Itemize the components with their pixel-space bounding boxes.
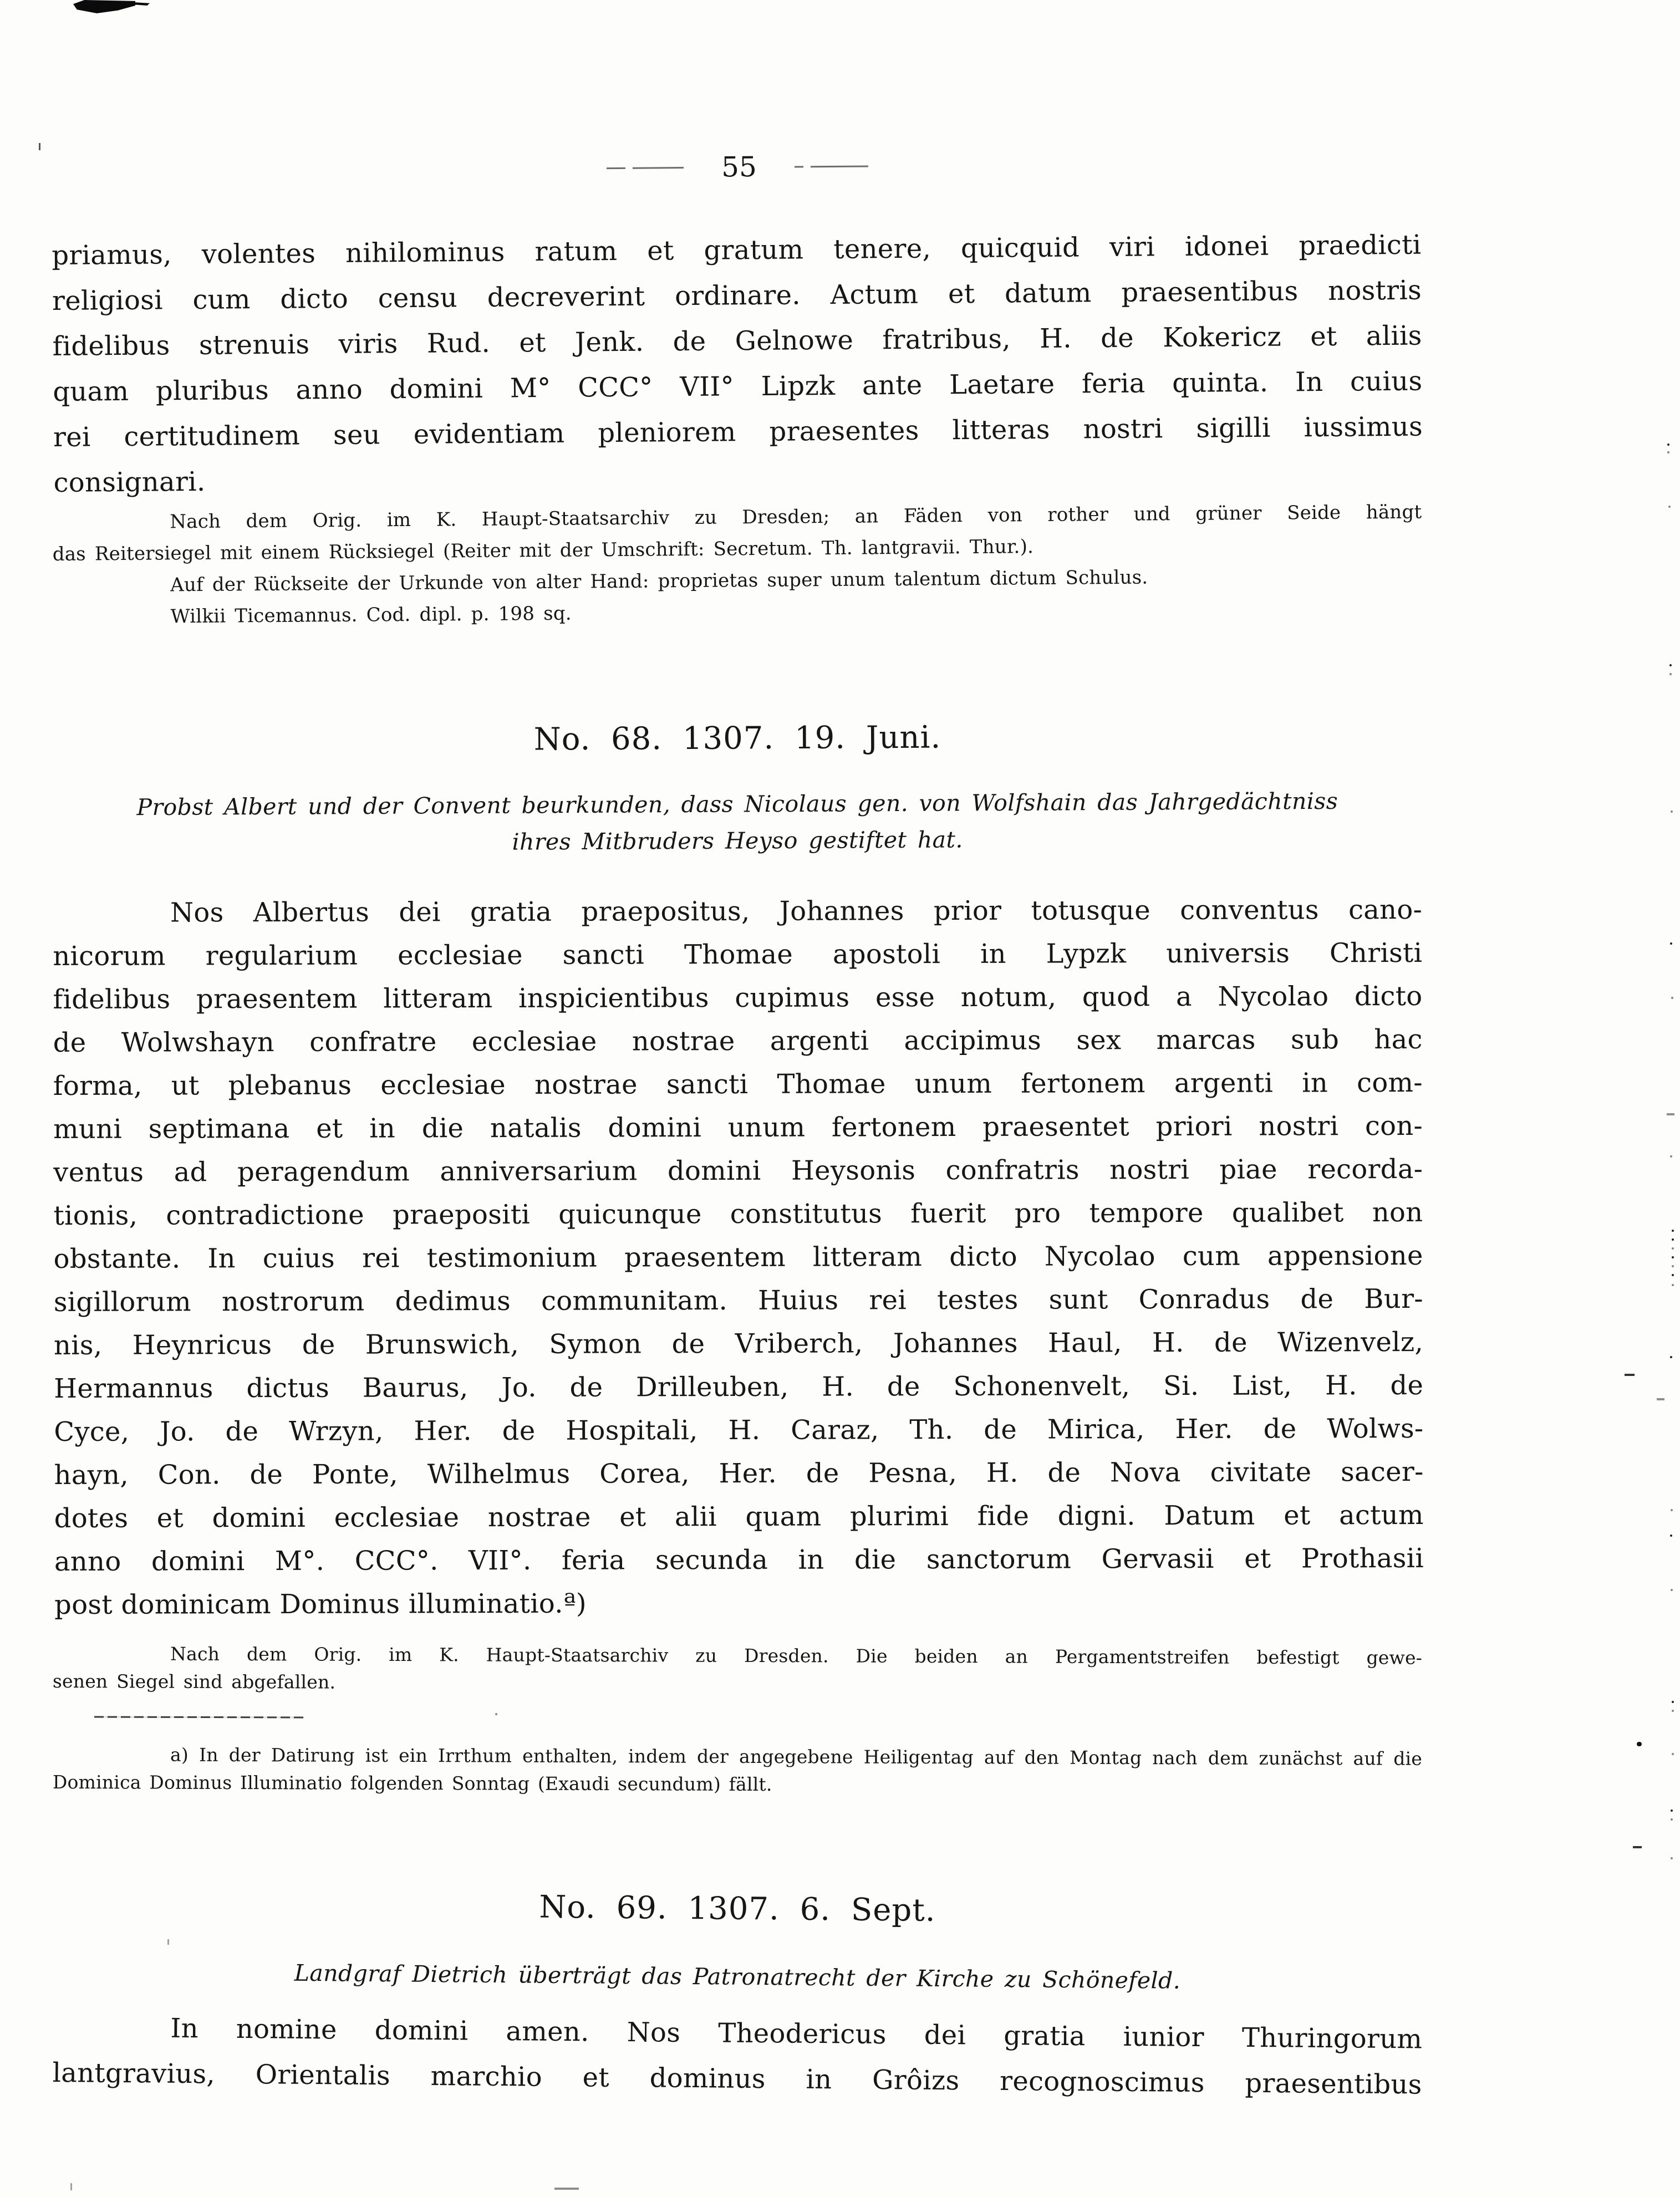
text-line: muni septimana et in die natalis domini unum fertonem praesentet priori nostri con-	[53, 1110, 1423, 1145]
charter-68-source-notes	[53, 1640, 1422, 1700]
scan-speck	[1669, 664, 1672, 666]
text-line: Nos Albertus dei gratia praepositus, Johannes prior totusque conventus cano-	[170, 894, 1423, 929]
scan-speck	[1671, 1809, 1673, 1812]
text-line: In nomine domini amen. Nos Theodericus dei gratia iunior Thuringorum	[170, 2012, 1423, 2055]
charter-number-date: No. 68. 1307. 19. Juni.	[533, 719, 941, 758]
text-line: hayn, Con. de Ponte, Wilhelmus Corea, Her. de Pesna, H. de Nova civitate sacer-	[54, 1456, 1424, 1491]
charter-68-footnote	[53, 1741, 1422, 1801]
scan-speck	[70, 2183, 72, 2190]
scan-speck	[1672, 1230, 1674, 1232]
text-line: fidelibus strenuis viris Rud. et Jenk. de Gelnowe fratribus, H. de Kokericz et aliis	[52, 320, 1422, 363]
charter-number-date: No. 69. 1307. 6. Sept.	[539, 1889, 936, 1929]
scan-ink-blob	[73, 0, 135, 13]
charter-69-body	[52, 2005, 1422, 2108]
scan-speck	[1671, 1818, 1673, 1821]
scan-speck	[1668, 506, 1671, 508]
footnote-line: Dominica Dominus Illuminatio folgenden Sonntag (Exaudi secundum) fällt.	[52, 1771, 772, 1796]
scan-speck	[1670, 942, 1672, 945]
charter-67-source-notes	[52, 497, 1423, 634]
text-line: sigillorum nostrorum dedimus communitam. Huius rei testes sunt Conradus de Bur-	[53, 1283, 1423, 1318]
text-line: lantgravius, Orientalis marchio et dominus in Grôizs recognoscimus praesentibus	[52, 2057, 1422, 2101]
scan-speck	[1672, 1710, 1674, 1712]
scan-speck	[167, 1939, 169, 1945]
note-line: senen Siegel sind abgefallen.	[52, 1670, 336, 1693]
scan-speck	[1657, 1398, 1664, 1400]
text-line: religiosi cum dicto censu decreverint ordinare. Actum et datum praesentibus nostris	[52, 274, 1422, 317]
header-right-dashes	[795, 165, 868, 167]
text-line: fidelibus praesentem litteram inspicientibus cupimus esse notum, quod a Nycolao dicto	[53, 980, 1423, 1015]
scan-speck	[1667, 444, 1669, 446]
text-line: nicorum regularium ecclesiae sancti Thomae apostoli in Lypzk universis Christi	[53, 937, 1423, 972]
scan-speck	[1672, 1284, 1674, 1286]
dash-rule	[795, 166, 803, 167]
note-line: Wilkii Ticemannus. Cod. dipl. p. 198 sq.	[170, 602, 572, 628]
charter-67-body	[52, 222, 1423, 506]
charter-68-body	[53, 888, 1424, 1627]
note-line: das Reitersiegel mit einem Rücksiegel (Reiter mit der Umschrift: Secretum. Th. lantgravii. Thur.).	[52, 536, 1034, 566]
scan-speck	[1670, 1155, 1672, 1158]
dash-rule	[633, 167, 684, 169]
text-line: Hermannus dictus Baurus, Jo. de Drilleuben, H. de Schonenvelt, Si. List, H. de	[54, 1369, 1424, 1404]
scan-speck	[1667, 1113, 1674, 1115]
scan-speck	[1625, 1374, 1635, 1376]
text-line: anno domini M°. CCC°. VII°. feria secunda in die sanctorum Gervasii et Prothasii	[54, 1542, 1424, 1577]
scan-speck	[495, 1713, 497, 1715]
scan-speck	[1672, 1701, 1674, 1703]
note-line: Nach dem Orig. im K. Haupt-Staatsarchiv zu Dresden. Die beiden an Pergamentstreifen befestigt gewe-	[170, 1643, 1423, 1669]
text-line: consignari.	[53, 466, 206, 498]
scan-speck	[1671, 1589, 1673, 1591]
scan-speck	[1667, 451, 1669, 453]
dash-rule	[811, 165, 868, 167]
scan-speck	[1672, 1265, 1674, 1267]
text-line: quam pluribus anno domini M° CCC° VII° Lipzk ante Laetare feria quinta. In cuius	[53, 365, 1423, 407]
dash-rule	[607, 167, 625, 169]
scan-speck	[1672, 1753, 1674, 1755]
scan-ink-blob-tail	[133, 2, 150, 6]
text-line: post dominicam Dominus illuminatio.ª)	[54, 1588, 587, 1620]
text-line: priamus, volentes nihilominus ratum et gratum tenere, quicquid viri idonei praedicti	[52, 229, 1422, 272]
charter-69-heading	[53, 1884, 1423, 1935]
scan-speck	[1671, 1509, 1673, 1511]
scan-speck	[1637, 1742, 1642, 1746]
footnote-separator-rule	[94, 1716, 304, 1719]
text-line: de Wolwshayn confratre ecclesiae nostrae argenti accipimus sex marcas sub hac	[53, 1023, 1423, 1058]
text-line: obstante. In cuius rei testimonium praesentem litteram dicto Nycolao cum appensione	[53, 1240, 1423, 1275]
scan-speck	[39, 143, 40, 150]
scan-speck	[1672, 1274, 1674, 1276]
scan-speck	[1670, 1356, 1672, 1358]
summary-line: Probst Albert und der Convent beurkunden, dass Nicolaus gen. von Wolfshain das Jahrgedächtniss	[136, 787, 1338, 821]
scan-speck	[1671, 811, 1673, 813]
scan-speck	[554, 2188, 579, 2190]
charter-68-summary	[53, 782, 1423, 863]
scan-speck	[1671, 997, 1673, 999]
text-line: tionis, contradictione praepositi quicunque constitutus fuerit pro tempore qualibet non	[53, 1196, 1423, 1231]
scan-speck	[1672, 1247, 1674, 1250]
header-left-dashes	[607, 167, 684, 169]
scan-speck	[1633, 1846, 1642, 1848]
summary-line: Landgraf Dietrich überträgt das Patronatrecht der Kirche zu Schönefeld.	[294, 1959, 1181, 1994]
note-line: Nach dem Orig. im K. Haupt-Staatsarchiv zu Dresden; an Fäden von rother und grüner Seide hängt	[170, 501, 1422, 533]
scan-speck	[1669, 673, 1672, 675]
text-line: dotes et domini ecclesiae nostrae et alii quam plurimi fide digni. Datum et actum	[54, 1499, 1424, 1534]
scan-speck	[1672, 1238, 1674, 1241]
summary-line: ihres Mitbruders Heyso gestiftet hat.	[512, 826, 963, 855]
page-number: 55	[721, 151, 757, 183]
text-line: nis, Heynricus de Brunswich, Symon de Vriberch, Johannes Haul, H. de Wizenvelz,	[53, 1326, 1424, 1361]
footnote-line: a) In der Datirung ist ein Irrthum enthalten, indem der angegebene Heiligentag auf den Montag nach dem zunächst auf die	[170, 1744, 1423, 1770]
text-line: forma, ut plebanus ecclesiae nostrae sancti Thomae unum fertonem argenti in com-	[53, 1067, 1423, 1102]
text-line: rei certitudinem seu evidentiam pleniorem praesentes litteras nostri sigilli iussimus	[53, 411, 1423, 453]
scan-speck	[1670, 1535, 1672, 1537]
page-header	[53, 146, 1422, 188]
text-line: Cyce, Jo. de Wrzyn, Her. de Hospitali, H. Caraz, Th. de Mirica, Her. de Wolws-	[54, 1413, 1424, 1447]
charter-68-heading	[53, 716, 1422, 762]
note-line: Auf der Rückseite der Urkunde von alter Hand: proprietas super unum talentum dictum Schulus.	[170, 566, 1148, 597]
text-line: ventus ad peragendum anniversarium domini Heysonis confratris nostri piae recorda-	[53, 1153, 1423, 1188]
scan-speck	[1671, 1857, 1673, 1859]
charter-69-summary	[53, 1953, 1422, 2001]
scan-speck	[1672, 1256, 1674, 1258]
